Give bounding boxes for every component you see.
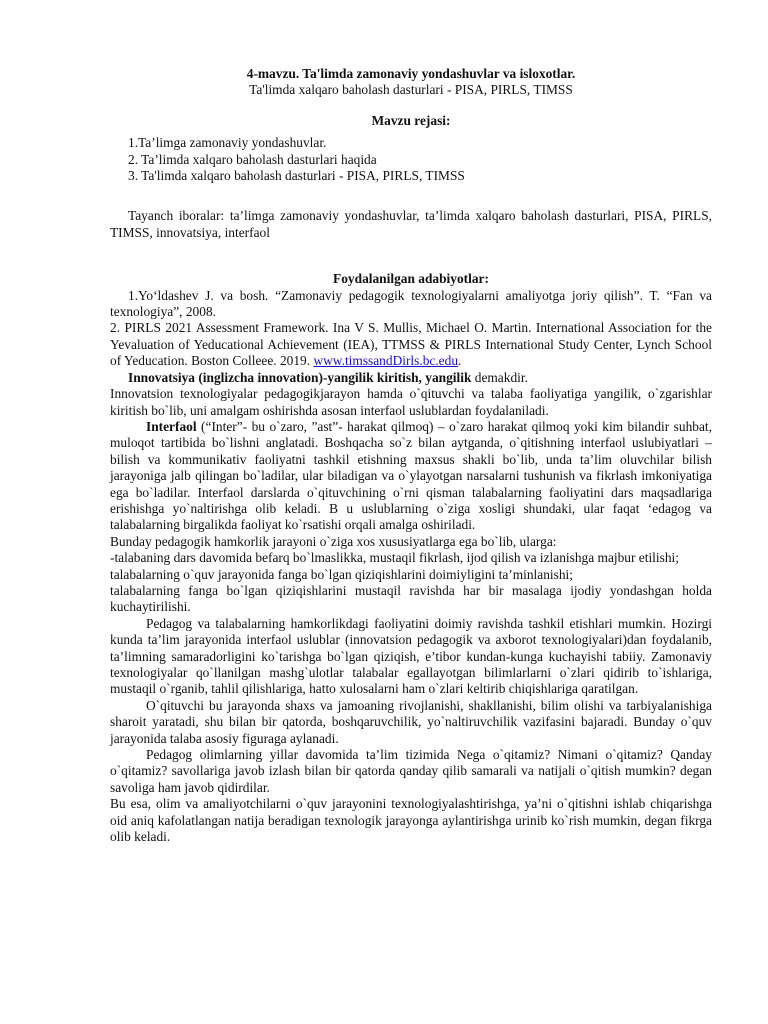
literature-heading: Foydalanilgan adabiyotlar: bbox=[333, 271, 489, 287]
innovation-definition bbox=[110, 370, 712, 386]
keywords-paragraph: Tayanch iboralar: ta’limga zamonaviy yondashuvlar, ta’limda xalqaro baholash dasturlari, PISA, PIRLS, TIMSS, innovatsiya, interfaol bbox=[110, 208, 712, 240]
pedagog-paragraph: Pedagog va talabalarning hamkorlikdagi faoliyatini doimiy ravishda tashkil etishlari mumkin. Hozirgi kunda ta’lim jarayonida interfaol uslublar (innovatsion pedagogik va axborot texnologiyalari)dan foydalanib, ta’limning samaradorligini ko`tarishga bo`lgan qiziqish, e’tibor kundan-kunga kuchayishi tabiiy. Zamonaviy texnologiyalar qo`llanilgan mashg`ulotlar talabalar egallayotgan bilimlarlarni o`zlari qidirib to`ishlariga, mustaqil o`rganib, tahlil qilishlariga, hatto xulosalarni ham o`zlari keltirib chiqishlariga qaratilgan. bbox=[110, 615, 712, 697]
plan-item-1: 1.Ta’limga zamonaviy yondashuvlar. bbox=[128, 135, 327, 151]
reference-1: 1.Yo‘ldashev J. va bosh. “Zamonaviy pedagogik texnologiyalarni amaliyotga joriy qilish”. T. “Fan va texnologiya”, 2008. bbox=[110, 287, 712, 320]
plan-item-3: 3. Ta'limda xalqaro baholash dasturlari - PISA, PIRLS, TIMSS bbox=[128, 168, 465, 184]
reference-2-text: 2. PIRLS 2021 Assessment Framework. Ina V S. Mullis, Michael O. Martin. International Association for the Yevaluation of Yeducational Achievement (IEA), TTMSS & PIRLS International Study Center, Lynch School of Yeducation. Boston Colleee. 2019. bbox=[110, 320, 712, 369]
plan-item-2: 2. Ta’limda xalqaro baholash dasturlari haqida bbox=[128, 151, 377, 167]
feature-item-2: talabalarning o`quv jarayonida fanga bo`lgan qiziqishlarini doimiyligini ta’minlanishi; bbox=[110, 566, 573, 582]
final-paragraph: Bu esa, olim va amaliyotchilarni o`quv jarayonini texnologiyalashtirishga, ya’ni o`qitishni ishlab chiqarishga oid aniq kafolatlangan natija beradigan texnologik jarayonga aylantirishga urinib ko`rish mumkin, degan fikrga olib keladi. bbox=[110, 796, 712, 845]
interfaol-text: (“Inter”- bu o`zaro, ”ast”- harakat qilmoq) – o`zaro harakat qilmoq yoki kim bilandir suhbat, muloqot tartibida bo`lishni anglatadi. Boshqacha so`z bilan aytganda, o`qitishning interfaol uslubiyatlari – bilish va kommunikativ faoliyatni tashkil etishning maxsus shakli bo`lib, unda ta’lim oluvchilar bilish jarayoniga jalb qilingan bo`ladilar, ular biladigan va o`ylayotgan narsalarni tushunish va fikrlash imkoniyatiga ega bo`ladilar. Interfaol darslarda o`qituvchining o`rni qisman talabalarning faoliyatini dars maqsadlariga erishishga yo`naltirishga olib keladi. B u uslublarning o`ziga xosligi shundaki, ular faqat ‘edagog va talabalarning birgalikda faoliyat ko`rsatishi orqali amalga oshiriladi. bbox=[110, 418, 712, 533]
feature-item-3: talabalarning fanga bo`lgan qiziqishlarini mustaqil ravishda har bir masalaga ijodiy yondashgan holda kuchaytirilishi. bbox=[110, 582, 712, 615]
teacher-paragraph: O`qituvchi bu jarayonda shaxs va jamoaning rivojlanishi, shakllanishi, bilim olishi va tarbiyalanishiga sharoit yaratadi, shu bilan bir qatorda, boshqaruvchilik, yo`naltiruvchilik vazifasini bajaradi. Bunday o`quv jarayonida talaba asosiy figuraga aylanadi. bbox=[110, 697, 712, 746]
innovation-paragraph: Innovatsion texnologiyalar pedagogikjarayon hamda o`qituvchi va talaba faoliyatiga yangilik, o`zgarishlar kiritish bo`lib, uni amalgam oshirishda asosan interfaol uslublardan foydalaniladi. bbox=[110, 386, 712, 418]
lecture-title: 4-mavzu. Ta'limda zamonaviy yondashuvlar va isloxotlar. bbox=[246, 66, 576, 81]
interfaol-term: Interfaol bbox=[146, 418, 197, 434]
plan-heading: Mavzu rejasi: bbox=[371, 112, 451, 128]
reference-2 bbox=[110, 320, 712, 369]
lecture-subtitle: Ta'limda xalqaro baholash dasturlari - PISA, PIRLS, TIMSS bbox=[249, 82, 573, 98]
reference-2-link[interactable]: www.timssandDirls.bc.edu bbox=[313, 353, 459, 369]
innovation-term: Innovatsiya (inglizcha innovation)-yangilik kiritish, yangilik bbox=[128, 369, 472, 385]
innovation-rest: demakdir. bbox=[471, 369, 528, 385]
feature-item-1: -talabaning dars davomida befarq bo`lmaslikka, mustaqil fikrlash, ijod qilish va izlanishga majbur etilishi; bbox=[110, 550, 679, 566]
cooperation-paragraph: Bunday pedagogik hamkorlik jarayoni o`ziga xos xususiyatlarga ega bo`lib, ularga: bbox=[110, 533, 557, 549]
scientists-paragraph: Pedagog olimlarning yillar davomida ta’lim tizimida Nega o`qitamiz? Nimani o`qitamiz? Qanday o`qitamiz? savollariga javob izlash bilan bir qatorda qanday qilib samarali va natijali o`qitish mumkin? degan savoliga ham javob qidirdilar. bbox=[110, 747, 712, 795]
reference-2-end: . bbox=[458, 353, 462, 369]
document-page bbox=[110, 66, 712, 845]
interfaol-paragraph bbox=[110, 419, 712, 534]
